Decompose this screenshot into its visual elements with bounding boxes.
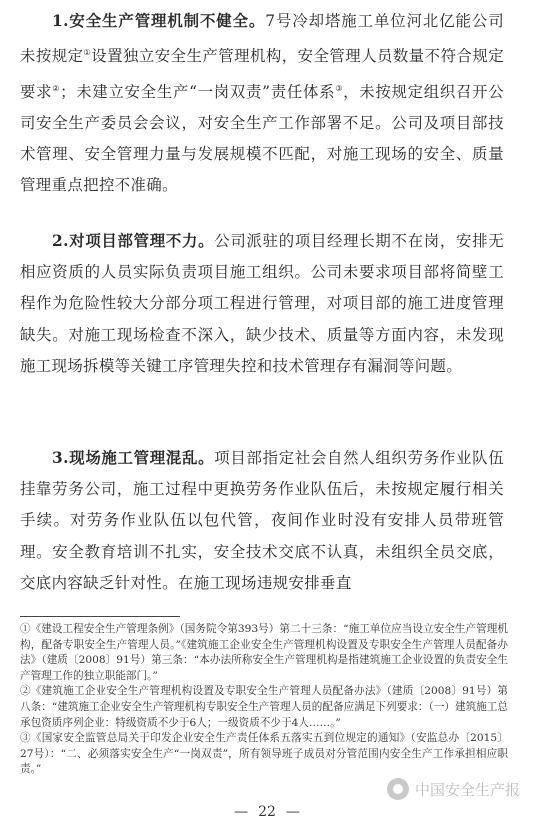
section-3-title: 现场施工管理混乱。 (68, 449, 215, 467)
footnote-separator (20, 616, 180, 617)
section-2-number: 2. (52, 232, 69, 250)
section-1-body-part-2: 设置独立安全生产管理机构，安全管理人员数量不符合规定要求 (20, 47, 504, 101)
section-1-body-part-3: ；未建立安全生产“一岗双责”责任体系 (60, 82, 336, 101)
section-3-paragraph (20, 443, 504, 599)
watermark (387, 778, 520, 800)
footnote-ref-1: ① (83, 48, 92, 58)
section-2-paragraph (20, 226, 504, 382)
section-1-body-part-4: ，未按规定组织召开公司安全生产委员会会议，对安全生产工作部署不足。公司及项目部技术管理、安全管理力量与发展规模不匹配，对施工现场的安全、质量管理重点把控不准确。 (20, 82, 504, 195)
footnotes (20, 622, 508, 778)
footnote-1: ①《建设工程安全生产管理条例》（国务院令第393号）第二十三条：“施工单位应当设立安全生产管理机构，配备专职安全生产管理人员。”《建筑施工企业安全生产管理机构设置及专职安全生产管理人员配备办法》（建质〔2008〕91号）第三条：“本办法所称安全生产管理机构是指建筑施工企业设置的负责安全生产管理工作的独立职能部门。” (20, 623, 508, 682)
page-number: — 22 — (234, 804, 300, 820)
footnote-2: ②《建筑施工企业安全生产管理机构设置及专职安全生产管理人员配备办法》（建质〔2008〕91号）第八条：“建筑施工企业安全生产管理机构专职安全生产管理人员的配备应满足下列要求：（一）建筑施工总承包资质序列企业：特级资质不少于6人；一级资质不少于4人……。” (20, 685, 508, 729)
section-1-body-part-1: 7号冷却塔施工单位河北亿能公司未按规定 (20, 12, 504, 66)
section-1-number: 1. (52, 12, 69, 30)
section-3-body: 项目部指定社会自然人组织劳务作业队伍挂靠劳务公司，施工过程中更换劳务作业队伍后，未按规定履行相关手续。对劳务作业队伍以包代管，夜间作业时没有安排人员带班管理。安全教育培训不扎实，安全技术交底不认真，未组织全员交底，交底内容缺乏针对性。在施工现场违规安排垂直 (20, 449, 505, 592)
section-1-paragraph (20, 6, 504, 201)
section-3-number: 3. (52, 449, 69, 467)
section-1-title: 安全生产管理机制不健全。 (68, 12, 266, 30)
footnote-ref-2: ② (52, 83, 61, 93)
footnote-3: ③《国家安全监管总局关于印发企业安全生产责任体系五落实五到位规定的通知》（安监总办〔2015〕27号）：“二、必须落实安全生产“一岗双责”，所有领导班子成员对分管范围内安全生产工作承担相应职责。” (20, 732, 508, 776)
section-2-title: 对项目部管理不力。 (68, 232, 215, 250)
footnote-ref-3: ③ (335, 83, 344, 93)
watermark-text: 中国安全生产报 (414, 780, 520, 799)
newspaper-logo-icon (387, 778, 409, 800)
section-2-body: 公司派驻的项目经理长期不在岗，安排无相应资质的人员实际负责项目施工组织。公司未要求项目部将简壁工程作为危险性较大分部分项工程进行管理，对项目部的施工进度管理缺失。对施工现场检查不深入，缺少技术、质量等方面内容，未发现施工现场拆模等关键工序管理失控和技术管理存有漏洞等问题。 (20, 232, 505, 375)
